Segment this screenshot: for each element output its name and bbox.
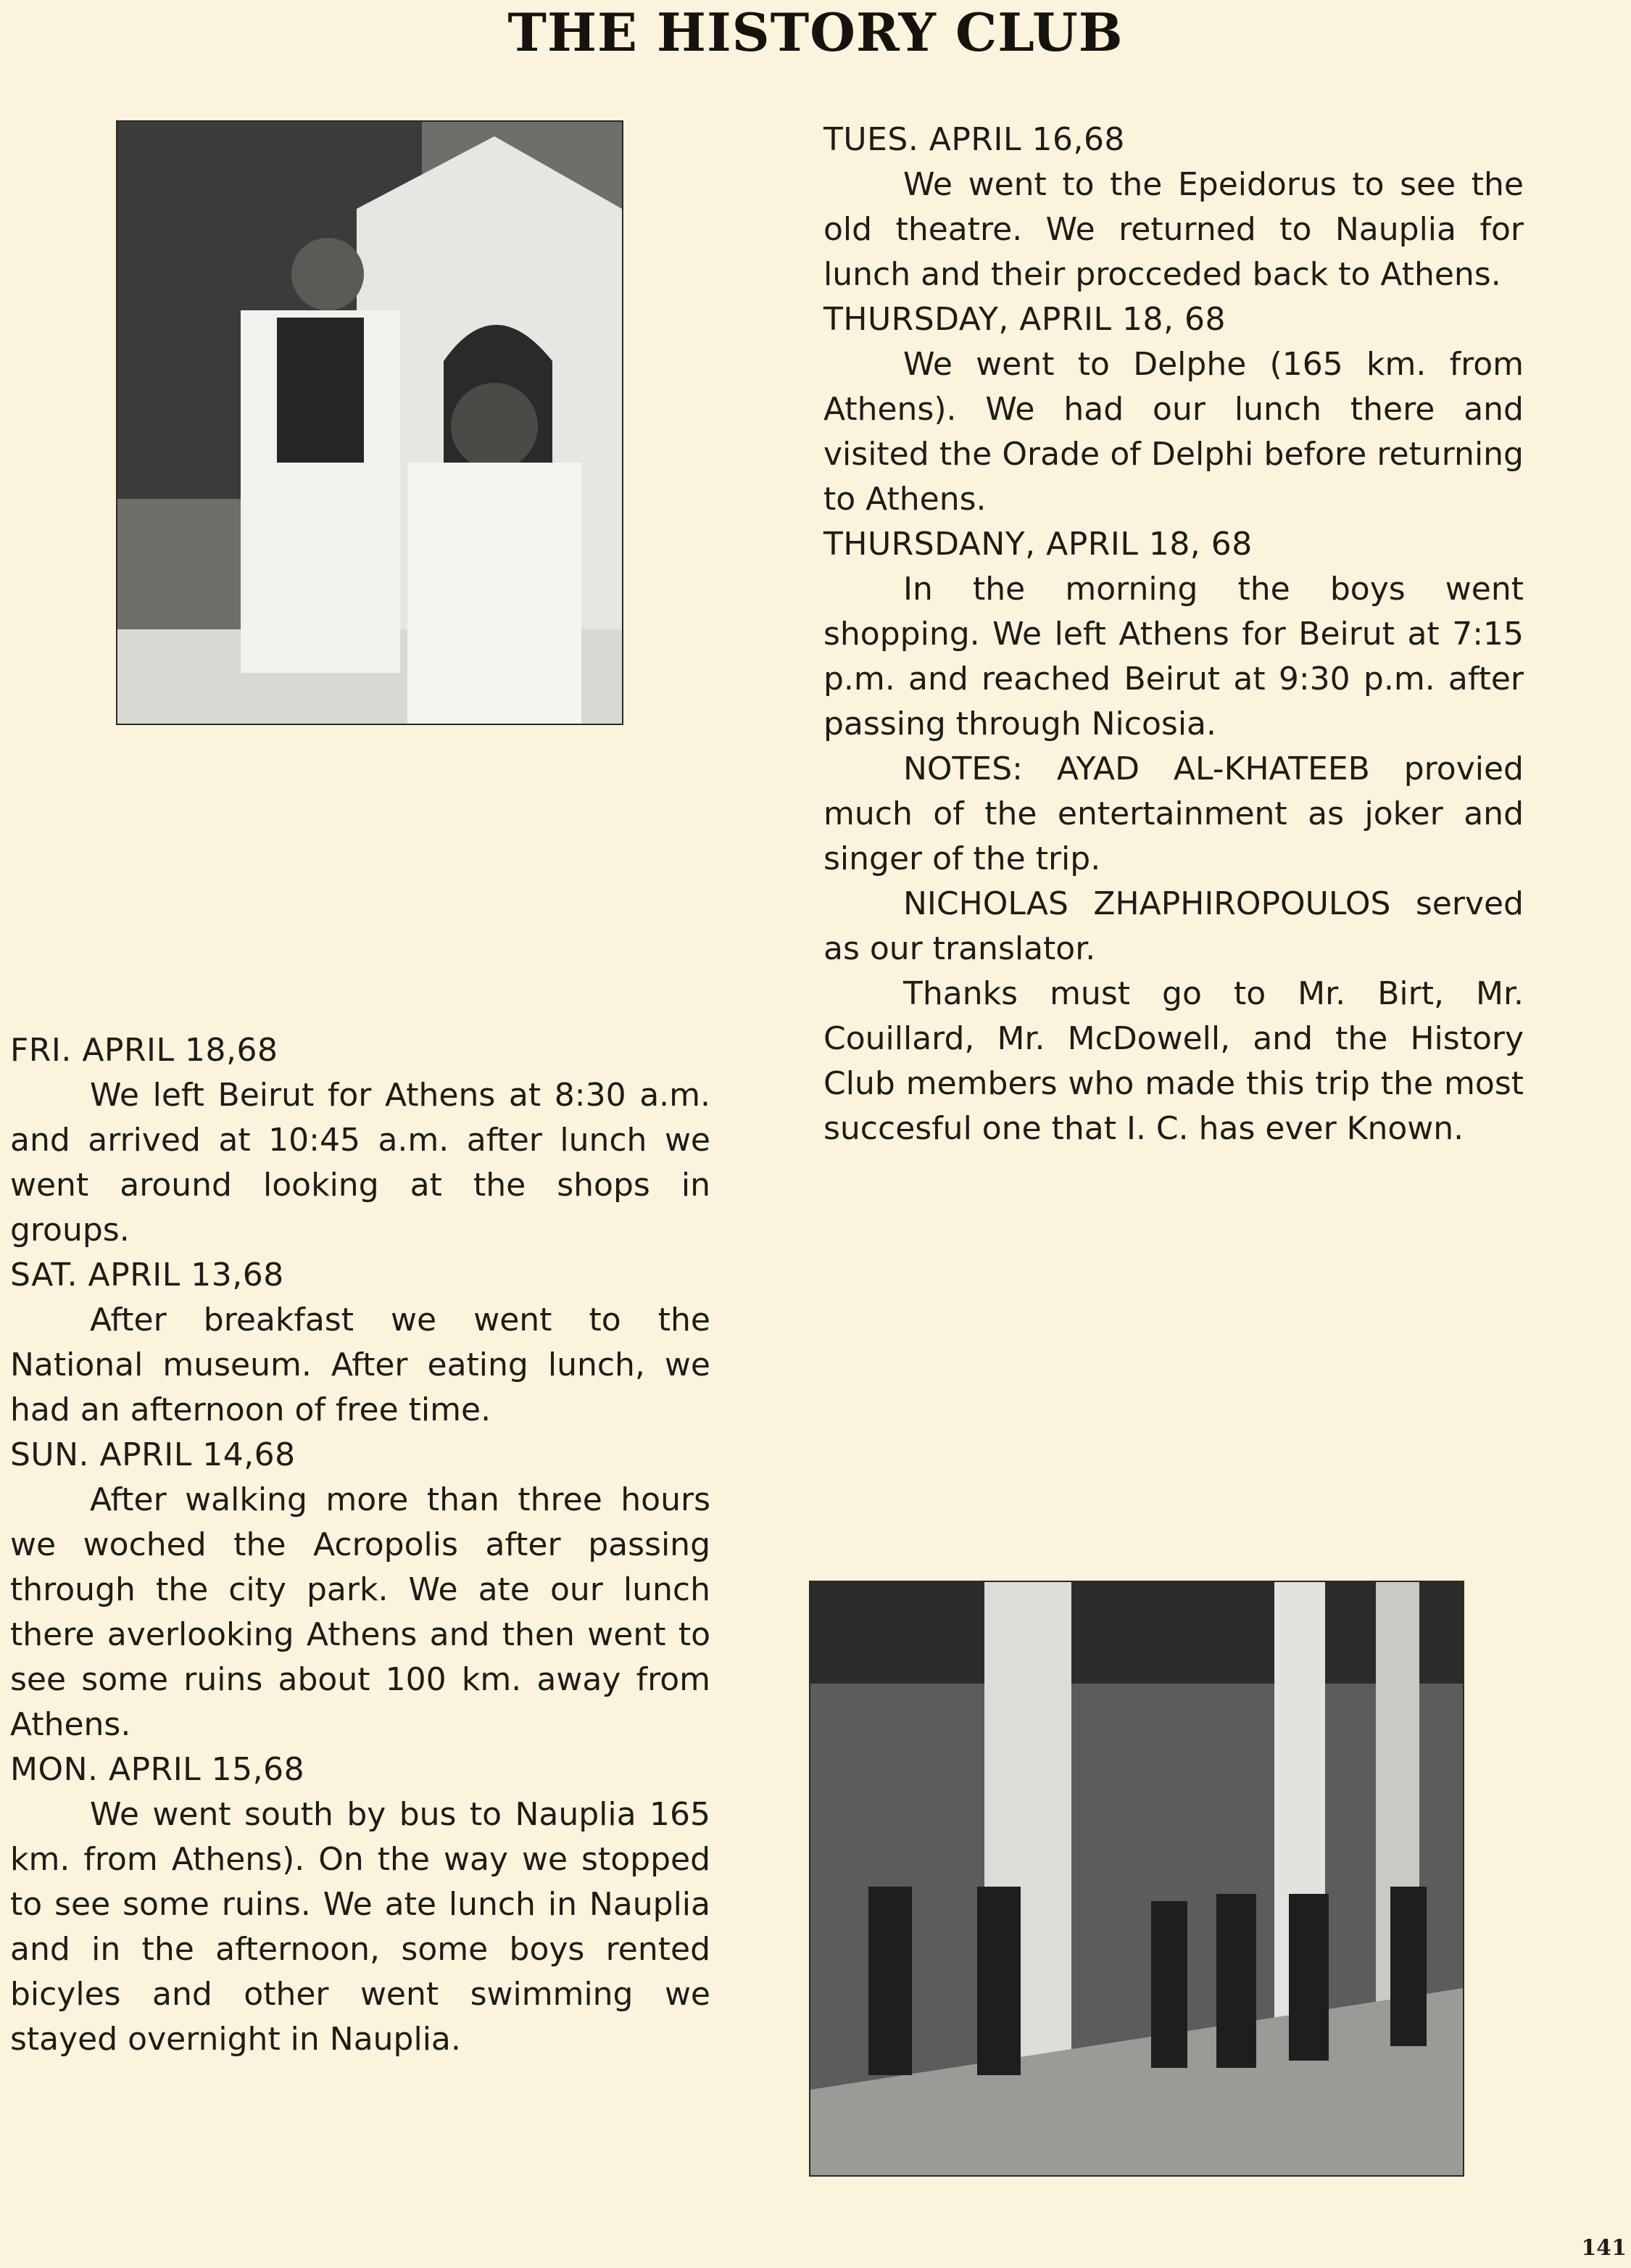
guard-photo-image (117, 122, 622, 724)
page-number: 141 (1581, 2235, 1627, 2261)
street-photo (809, 1581, 1464, 2177)
entry-text: We went to Delphe (165 km. from Athens). We had our lunch there and visited the Orade of Delphi before returning to Athens. (823, 346, 1524, 518)
notes-paragraph: NICHOLAS ZHAPHIROPOULOS served as our translator. (823, 885, 1524, 967)
entry-date: TUES. APRIL 16,68 (823, 121, 1125, 158)
diary-entry (823, 117, 1524, 297)
street-photo-image (810, 1582, 1463, 2175)
page-title: THE HISTORY CLUB (507, 1, 1124, 63)
diary-entry (823, 297, 1524, 522)
entry-date: SUN. APRIL 14,68 (10, 1436, 296, 1473)
left-column (10, 1028, 710, 2062)
entry-date: MON. APRIL 15,68 (10, 1751, 305, 1788)
diary-entry (10, 1028, 710, 1253)
entry-date: FRI. APRIL 18,68 (10, 1032, 278, 1069)
diary-entry (10, 1747, 710, 2062)
entry-text: We went to the Epeidorus to see the old theatre. We returned to Nauplia for lunch and their procceded back to Athens. (823, 166, 1524, 293)
entry-text: After breakfast we went to the National museum. After eating lunch, we had an afternoon of free time. (10, 1301, 710, 1428)
entry-text: We left Beirut for Athens at 8:30 a.m. and arrived at 10:45 a.m. after lunch we went around looking at the shops in groups. (10, 1077, 710, 1249)
diary-entry (10, 1253, 710, 1433)
entry-text: In the morning the boys went shopping. We left Athens for Beirut at 7:15 p.m. and reached Beirut at 9:30 p.m. after passing through Nicosia. (823, 571, 1524, 742)
entry-date: THURSDANY, APRIL 18, 68 (823, 526, 1253, 563)
guard-photo (116, 120, 623, 725)
entry-date: THURSDAY, APRIL 18, 68 (823, 301, 1226, 338)
entry-date: SAT. APRIL 13,68 (10, 1257, 284, 1294)
entry-text: We went south by bus to Nauplia 165 km. from Athens). On the way we stopped to see some ruins. We ate lunch in Nauplia and in the afternoon, some boys rented bicyles and other went swimming we stayed overnight in Nauplia. (10, 1796, 710, 2058)
diary-entry (823, 522, 1524, 747)
right-column (823, 117, 1524, 1151)
diary-entry (10, 1433, 710, 1747)
notes-paragraph: Thanks must go to Mr. Birt, Mr. Couillard, Mr. McDowell, and the History Club members who made this trip the most succesful one that I. C. has ever Known. (823, 975, 1524, 1147)
notes-paragraph: NOTES: AYAD AL-KHATEEB provied much of the entertainment as joker and singer of the trip. (823, 750, 1524, 877)
entry-text: After walking more than three hours we woched the Acropolis after passing through the city park. We ate our lunch there averlooking Athens and then went to see some ruins about 100 km. away from Athens. (10, 1481, 710, 1743)
